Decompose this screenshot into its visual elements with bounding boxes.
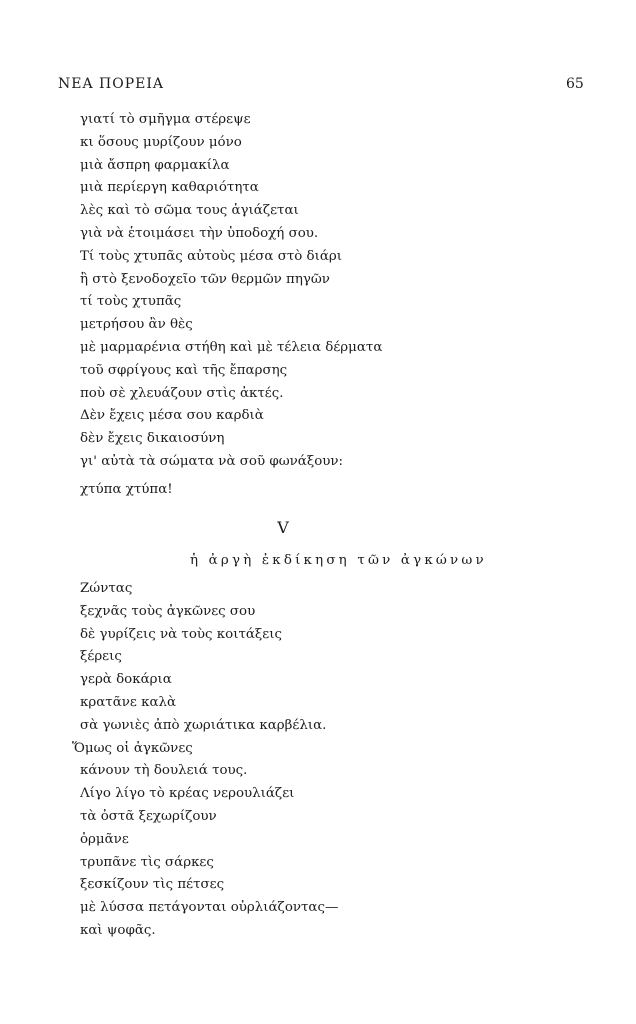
poem-line: Ζώντας	[80, 581, 133, 596]
poem-line: Ὅμως οἱ ἀγκῶνες	[72, 740, 193, 756]
page-number: 65	[566, 76, 584, 92]
section-numeral: V	[277, 518, 289, 537]
poem-line: Λίγο λίγο τὸ κρέας νερουλιάζει	[80, 786, 295, 802]
poem-line: Τί τοὺς χτυπᾶς αὐτοὺς μέσα στὸ διάρι	[80, 248, 343, 264]
poem-line: τί τοὺς χτυπᾶς	[80, 294, 182, 310]
poem-line: μιὰ ἄσπρη φαρμακίλα	[80, 157, 230, 173]
poem-line: κάνουν τὴ δουλειά τους.	[80, 763, 248, 779]
poem-line: τοῦ σφρίγους καὶ τῆς ἔπαρσης	[80, 362, 288, 378]
running-header-title: ΝΕΑ ΠΟΡΕΙΑ	[58, 76, 164, 92]
poem-line: γιατί τὸ σμῆγμα στέρεψε	[80, 112, 251, 127]
poem-line: δὲν ἔχεις δικαιοσύνη	[80, 431, 225, 447]
poem-line: μὲ μαρμαρένια στήθη καὶ μὲ τέλεια δέρματα	[80, 339, 383, 355]
poem-line: δὲ γυρίζεις νὰ τοὺς κοιτάξεις	[80, 626, 282, 642]
poem-line: μιὰ περίεργη καθαριότητα	[80, 180, 259, 196]
poem-line: ποὺ σὲ χλευάζουν στὶς ἀκτές.	[80, 385, 284, 401]
poem-line: κι ὅσους μυρίζουν μόνο	[80, 134, 242, 150]
poem-line: γερὰ δοκάρια	[80, 672, 172, 688]
poem-line: τὰ ὀστᾶ ξεχωρίζουν	[80, 808, 217, 824]
poem-line: μετρήσου ἂν θὲς	[80, 317, 193, 333]
poem-line: ξέρεις	[80, 649, 122, 665]
poem-line: γιὰ νὰ ἑτοιμάσει τὴν ὑποδοχή σου.	[80, 225, 319, 241]
poem-line: μὲ λύσσα πετάγονται οὐρλιάζοντας—	[80, 900, 339, 916]
poem-line: λὲς καὶ τὸ σῶμα τους ἁγιάζεται	[80, 203, 299, 219]
poem-line: ἢ στὸ ξενοδοχεῖο τῶν θερμῶν πηγῶν	[80, 271, 330, 287]
poem-line: Δὲν ἔχεις μέσα σου καρδιὰ	[80, 408, 264, 424]
poem-stanza-3	[72, 578, 339, 943]
poem-line: κρατᾶνε καλὰ	[80, 694, 177, 710]
poem-line: ξεχνᾶς τοὺς ἀγκῶνες σου	[80, 603, 256, 619]
poem-line: καὶ ψοφᾶς.	[80, 922, 156, 938]
poem-stanza-1	[80, 109, 382, 474]
poem-line: γι' αὐτὰ τὰ σώματα νὰ σοῦ φωνάξουν:	[80, 453, 344, 469]
poem-line: σὰ γωνιὲς ἀπὸ χωριάτικα καρβέλια.	[80, 717, 327, 733]
poem-line: ὁρμᾶνε	[80, 831, 129, 847]
poem-line: τρυπᾶνε τὶς σάρκες	[80, 854, 214, 870]
section-subtitle: ἡ ἀργὴ ἐκδίκηση τῶν ἀγκώνων	[190, 553, 487, 568]
poem-line: χτύπα χτύπα!	[80, 482, 173, 497]
poem-line: ξεσκίζουν τὶς πέτσες	[80, 877, 225, 893]
poem-stanza-2	[80, 479, 173, 502]
